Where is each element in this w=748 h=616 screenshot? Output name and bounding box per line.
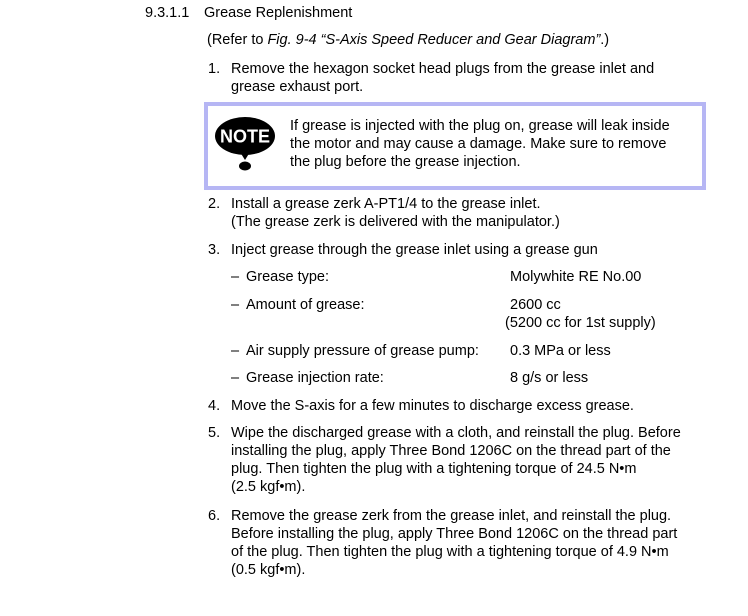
note-icon-label: NOTE [219,126,271,147]
step-number: 2. [208,196,221,212]
step-number: 3. [208,242,221,258]
section-number: 9.3.1.1 [145,5,190,21]
step-number: 6. [208,508,221,524]
step-text [231,507,677,579]
reference-line [207,31,609,49]
step-text [231,424,681,496]
step-number: 1. [208,61,221,77]
step-text [231,60,654,96]
spec-label: Air supply pressure of grease pump: [246,343,479,359]
step-line: (2.5 kgf•m). [231,479,306,495]
step-line: Before installing the plug, apply Three Bond 1206C on the thread part [231,526,678,542]
note-text [290,117,692,171]
step-line: grease exhaust port. [231,79,364,95]
step-text [231,195,560,231]
spec-dash: – [231,370,240,386]
section-title: Grease Replenishment [204,5,353,21]
note-line: the motor and may cause a damage. Make sure to remove [290,136,667,152]
spec-dash: – [231,269,240,285]
spec-label: Grease type: [246,269,330,285]
step-line: plug. Then tighten the plug with a tightening torque of 24.5 N•m [231,461,637,477]
figure-reference-link: Fig. 9-4 “S-Axis Speed Reducer and Gear Diagram” [267,32,601,48]
note-line: the plug before the grease injection. [290,154,521,170]
step-line: Remove the grease zerk from the grease inlet, and reinstall the plug. [231,508,672,524]
step-line: Wipe the discharged grease with a cloth, and reinstall the plug. Before [231,425,681,441]
spec-label: Amount of grease: [246,297,365,313]
step-line: (The grease zerk is delivered with the manipulator.) [231,214,560,230]
step-line: installing the plug, apply Three Bond 1206C on the thread part of the [231,443,671,459]
step-text: Inject grease through the grease inlet using a grease gun [231,242,598,258]
spec-value: 2600 cc [510,297,561,313]
spec-dash: – [231,297,240,313]
note-line: If grease is injected with the plug on, grease will leak inside [290,118,670,134]
spec-value: 8 g/s or less [510,370,589,386]
reference-prefix: (Refer to [207,32,268,48]
spec-value: 0.3 MPa or less [510,343,611,359]
spec-value: Molywhite RE No.00 [510,269,642,285]
step-line: of the plug. Then tighten the plug with a tightening torque of 4.9 N•m [231,544,669,560]
spec-value-note: (5200 cc for 1st supply) [505,315,656,331]
spec-dash: – [231,343,240,359]
step-line: Install a grease zerk A-PT1/4 to the grease inlet. [231,196,541,212]
step-line: Remove the hexagon socket head plugs from the grease inlet and [231,61,655,77]
step-text: Move the S-axis for a few minutes to discharge excess grease. [231,398,634,414]
step-line: (0.5 kgf•m). [231,562,306,578]
reference-suffix: .) [600,32,610,48]
step-number: 5. [208,425,221,441]
step-number: 4. [208,398,221,414]
spec-label: Grease injection rate: [246,370,384,386]
note-icon [214,116,276,172]
